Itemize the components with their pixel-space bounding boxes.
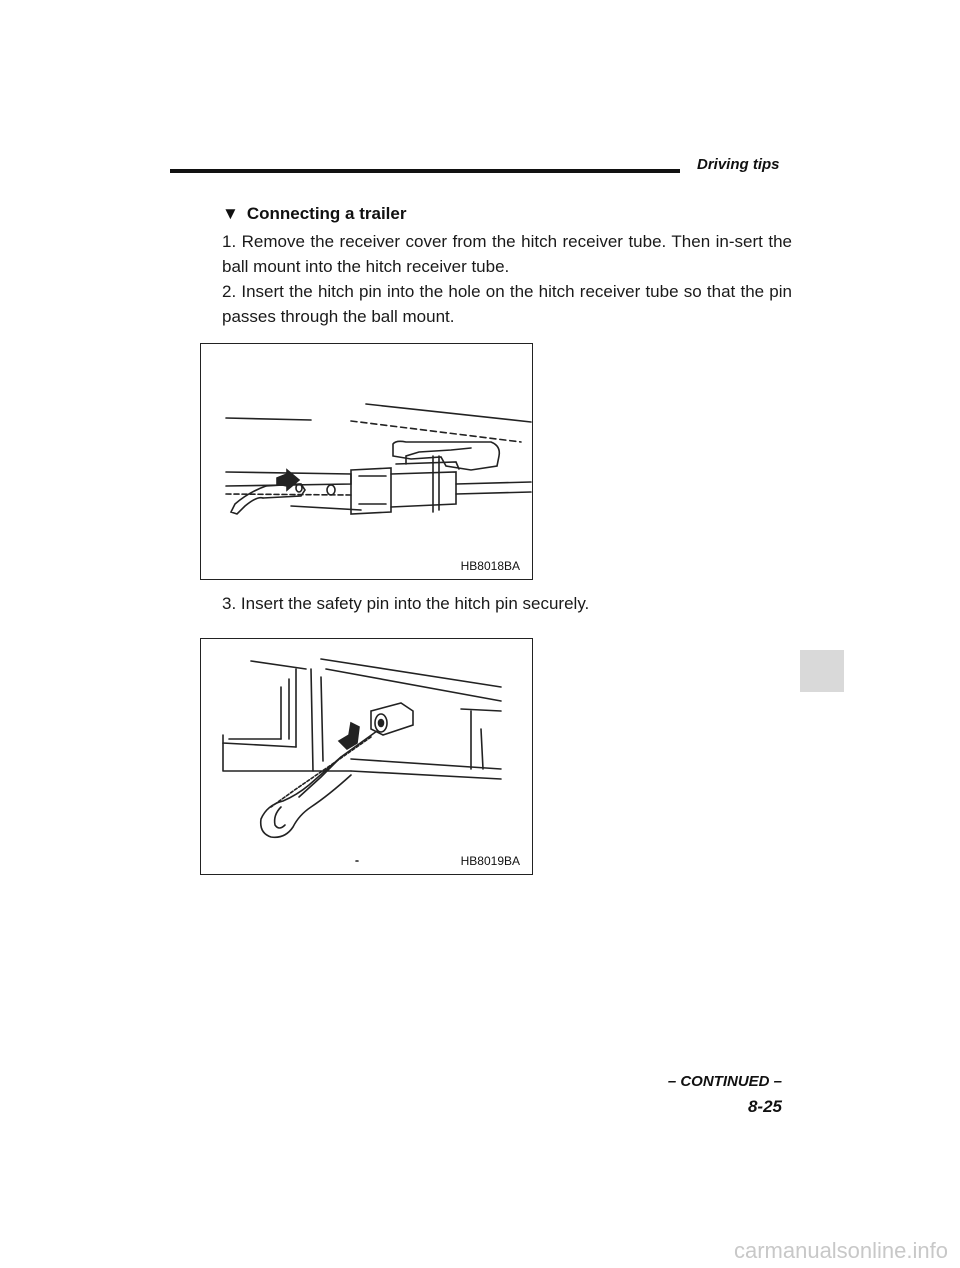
- chapter-tab: [800, 650, 844, 692]
- step-2: [222, 279, 792, 329]
- page-number: 8-25: [747, 1097, 782, 1116]
- figure-hitch-pin: [200, 343, 533, 580]
- figure-safety-pin: [200, 638, 533, 875]
- step-1-text: 1. Remove the receiver cover from the hitch receiver tube. Then in-sert the ball mount into the hitch receiver tube.: [222, 232, 792, 276]
- section-marker-icon: ▼: [222, 204, 239, 223]
- step-3: 3. Insert the safety pin into the hitch pin securely.: [222, 594, 590, 613]
- section-heading-text: Connecting a trailer: [246, 204, 407, 223]
- continued-label: – CONTINUED –: [667, 1073, 782, 1090]
- header-title: Driving tips: [697, 156, 780, 173]
- watermark: carmanualsonline.info: [733, 1238, 948, 1263]
- step-1: [222, 229, 792, 279]
- header-rule: [170, 169, 680, 173]
- hitch-pin-illustration: [201, 344, 532, 579]
- section-heading: [222, 204, 406, 224]
- step-2-text: 2. Insert the hitch pin into the hole on the hitch receiver tube so that the pin passes through the ball mount.: [222, 282, 792, 326]
- figure-code: HB8019BA: [460, 854, 520, 868]
- safety-pin-illustration: [201, 639, 532, 874]
- figure-code: HB8018BA: [460, 559, 520, 573]
